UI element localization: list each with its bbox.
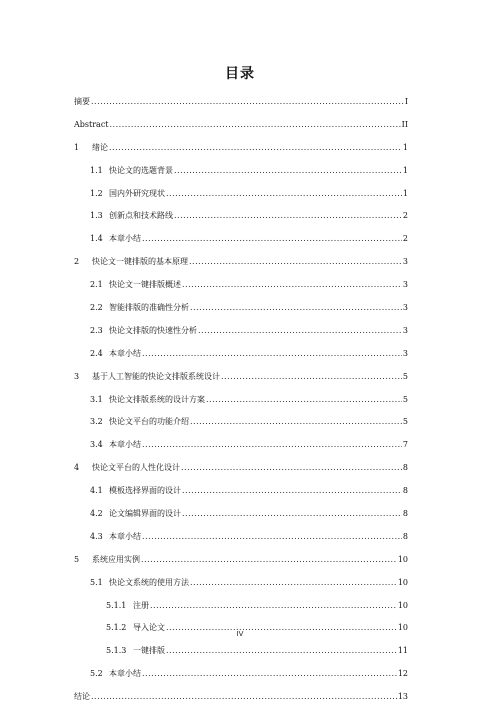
toc-dot-leader (174, 166, 402, 176)
toc-entry-page: 3 (402, 303, 408, 313)
toc-entry-page: 8 (402, 486, 408, 496)
toc-dot-leader (174, 211, 402, 221)
toc-entry-page: 3 (402, 325, 408, 335)
toc-entry-label: 快论文平台的功能介绍 (109, 417, 189, 427)
toc-entry[interactable] (74, 578, 408, 601)
toc-entry-number: 3 (74, 371, 80, 381)
toc-entry-page: I (404, 97, 408, 106)
toc-entry[interactable] (74, 189, 408, 212)
toc-entry-number: 1 (74, 142, 80, 152)
toc-entry-label: 快论文排版系统的设计方案 (109, 394, 205, 404)
toc-entry[interactable] (74, 440, 408, 463)
toc-entry-label: 快论文排版的快速性分析 (109, 325, 197, 335)
toc-entry[interactable] (74, 509, 408, 532)
toc-entry-page: 10 (397, 623, 408, 633)
toc-entry-label: 注册 (133, 600, 149, 610)
toc-entry-page: 1 (402, 165, 408, 175)
toc-entry-number: 4.1 (90, 486, 103, 496)
toc-entry-label: 智能排版的准确性分析 (109, 303, 189, 313)
toc-entry-label: 快论文一键排版概述 (109, 280, 181, 290)
toc-entry-label: 导入论文 (133, 623, 165, 633)
toc-entry[interactable] (74, 303, 408, 326)
toc-entry-label: 绪论 (92, 142, 108, 152)
toc-dot-leader (142, 440, 402, 450)
toc-entry[interactable] (74, 326, 408, 349)
toc-entry[interactable] (74, 669, 408, 692)
toc-entry[interactable] (74, 646, 408, 669)
toc-entry-page: 13 (397, 692, 408, 702)
toc-dot-leader (109, 143, 402, 153)
toc-dot-leader (150, 601, 397, 611)
toc-entry-page: II (401, 119, 408, 129)
toc-entry-label: 系统应用实例 (92, 554, 140, 564)
toc-entry-number: 1.3 (90, 211, 103, 221)
toc-entry-label: 论文编辑界面的设计 (109, 509, 181, 519)
toc-entry-label: 本章小结 (109, 531, 141, 541)
toc-entry-label: Abstract (74, 119, 109, 129)
toc-entry-number: 3.2 (90, 417, 103, 427)
toc-entry[interactable] (74, 463, 408, 486)
toc-entry[interactable] (74, 280, 408, 303)
toc-entry-page: 1 (402, 188, 408, 198)
toc-dot-leader (91, 97, 404, 107)
toc-entry[interactable] (74, 97, 408, 120)
toc-entry-page: 8 (402, 463, 408, 473)
toc-entry-number: 4 (74, 463, 80, 473)
toc-entry[interactable] (74, 395, 408, 418)
toc-dot-leader (198, 326, 402, 336)
toc-entry-number: 3.1 (90, 394, 103, 404)
toc-title: 目录 (225, 66, 255, 82)
toc-entry-page: 11 (397, 646, 408, 656)
toc-dot-leader (182, 486, 402, 496)
toc-entry-page: 1 (402, 142, 408, 152)
toc-entry-page: 5 (402, 371, 408, 381)
toc-entry-label: 本章小结 (109, 234, 141, 244)
toc-entry-number: 5.2 (90, 669, 103, 679)
toc-entry-label: 国内外研究现状 (109, 188, 165, 198)
toc-entry-page: 2 (402, 234, 408, 244)
page-footer-number: IV (236, 630, 244, 638)
toc-entry-label: 本章小结 (109, 440, 141, 450)
toc-entry[interactable] (74, 166, 408, 189)
toc-entry-label: 快论文的选题背景 (109, 165, 173, 175)
table-of-contents (74, 97, 408, 715)
toc-entry[interactable] (74, 349, 408, 372)
toc-entry-label: 摘要 (74, 97, 90, 106)
toc-dot-leader (182, 509, 402, 519)
toc-entry-page: 3 (402, 348, 408, 358)
toc-entry[interactable] (74, 143, 408, 166)
toc-entry-number: 4.2 (90, 509, 103, 519)
toc-dot-leader (166, 646, 397, 656)
toc-entry-page: 10 (397, 554, 408, 564)
toc-entry-page: 10 (397, 600, 408, 610)
toc-entry[interactable] (74, 601, 408, 624)
toc-dot-leader (190, 303, 402, 313)
toc-entry-label: 快论文系统的使用方法 (109, 577, 189, 587)
toc-dot-leader (142, 532, 402, 542)
toc-entry[interactable] (74, 486, 408, 509)
toc-entry-page: 2 (402, 211, 408, 221)
toc-entry-number: 1.4 (90, 234, 103, 244)
toc-entry-label: 结论 (74, 692, 90, 702)
toc-entry[interactable] (74, 692, 408, 715)
toc-dot-leader (142, 669, 397, 679)
toc-dot-leader (206, 395, 402, 405)
toc-entry-number: 5.1.2 (106, 623, 127, 633)
toc-entry-page: 3 (402, 280, 408, 290)
toc-entry-page: 5 (402, 417, 408, 427)
toc-entry-number: 1.2 (90, 188, 103, 198)
toc-entry-label: 基于人工智能的快论文排版系统设计 (92, 371, 220, 381)
toc-entry-label: 快论文一键排版的基本原理 (92, 257, 188, 267)
toc-entry[interactable] (74, 372, 408, 395)
toc-entry-page: 12 (397, 669, 408, 679)
toc-entry-number: 5.1 (90, 577, 103, 587)
toc-entry-page: 8 (402, 509, 408, 519)
toc-entry[interactable] (74, 417, 408, 440)
toc-dot-leader (189, 257, 402, 267)
toc-entry-number: 1.1 (90, 165, 103, 175)
toc-entry-number: 2.3 (90, 325, 103, 335)
toc-entry-number: 3.4 (90, 440, 103, 450)
toc-dot-leader (181, 463, 402, 473)
toc-entry[interactable] (74, 555, 408, 578)
toc-entry[interactable] (74, 532, 408, 555)
toc-entry-page: 10 (397, 577, 408, 587)
toc-entry-page: 7 (402, 440, 408, 450)
toc-entry[interactable] (74, 234, 408, 257)
toc-dot-leader (91, 692, 397, 702)
toc-entry-number: 5 (74, 554, 80, 564)
toc-entry-label: 快论文平台的人性化设计 (92, 463, 180, 473)
toc-entry-number: 5.1.1 (106, 600, 127, 610)
toc-dot-leader (221, 372, 402, 382)
toc-dot-leader (190, 417, 402, 427)
toc-entry-page: 8 (402, 531, 408, 541)
toc-entry[interactable] (74, 257, 408, 280)
toc-entry-label: 模板选择界面的设计 (109, 486, 181, 496)
toc-entry-label: 本章小结 (109, 348, 141, 358)
toc-entry-number: 2.4 (90, 348, 103, 358)
toc-entry-page: 3 (402, 257, 408, 267)
toc-entry-number: 2.1 (90, 280, 103, 290)
toc-dot-leader (182, 280, 402, 290)
toc-entry-label: 一键排版 (133, 646, 165, 656)
toc-entry[interactable] (74, 120, 408, 143)
toc-dot-leader (110, 120, 401, 130)
toc-dot-leader (141, 555, 397, 565)
toc-dot-leader (190, 578, 397, 588)
toc-entry-label: 本章小结 (109, 669, 141, 679)
toc-entry[interactable] (74, 211, 408, 234)
toc-entry-number: 5.1.3 (106, 646, 127, 656)
toc-dot-leader (166, 189, 402, 199)
toc-entry-page: 5 (402, 394, 408, 404)
toc-dot-leader (142, 234, 402, 244)
toc-entry-label: 创新点和技术路线 (109, 211, 173, 221)
toc-entry-number: 2 (74, 257, 80, 267)
toc-entry-number: 4.3 (90, 531, 103, 541)
toc-dot-leader (142, 349, 402, 359)
toc-entry-number: 2.2 (90, 303, 103, 313)
